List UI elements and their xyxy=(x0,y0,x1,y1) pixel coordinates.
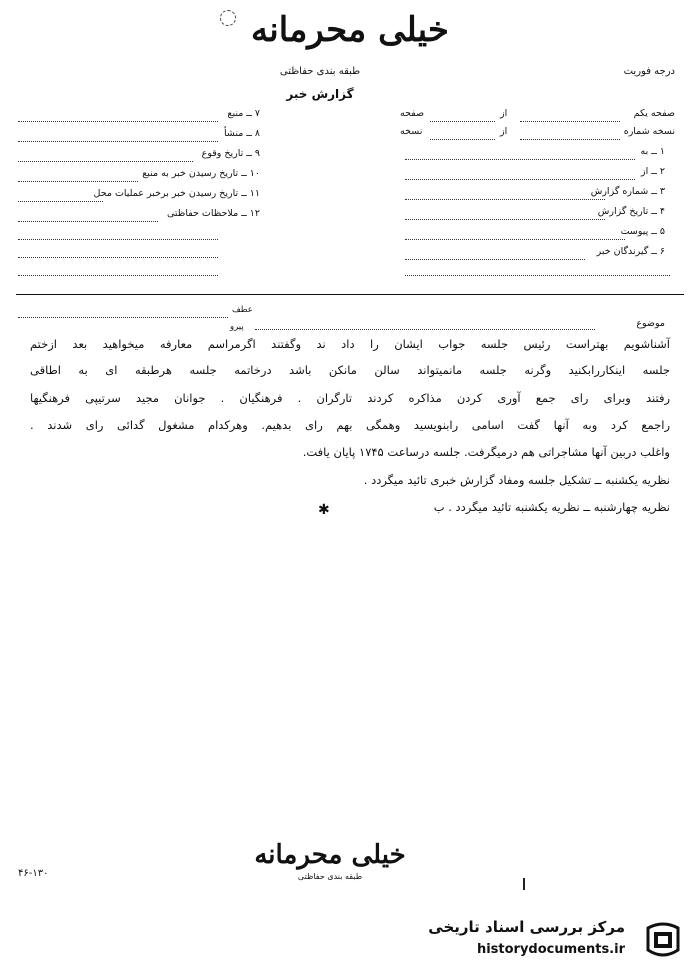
field-report-date: ۴ ــ تاریخ گزارش xyxy=(597,206,665,217)
footer-classification-stamp: خیلی محرمانه xyxy=(254,840,406,870)
field-notes-dots-1 xyxy=(18,238,218,240)
page-label: صفحه xyxy=(400,108,425,119)
page-one-label: صفحه یکم xyxy=(633,108,675,119)
body-line-2: جلسه اینکاررابکنید وگرنه جلسه مانمیتواند سالن مانکن باشد درخاتمه جلسه هرطبقه ای به اطاقی xyxy=(30,363,670,377)
header-divider xyxy=(16,294,684,295)
copy-dots xyxy=(520,138,620,140)
watermark-url: historydocuments.ir xyxy=(476,942,625,957)
field-recipients-dots xyxy=(405,258,585,260)
footer-classification-subtitle: طبقه بندی حفاظتی xyxy=(297,872,363,881)
priority-label: درجه فوریت xyxy=(623,66,675,77)
classification-subtitle: طبقه بندی حفاظتی xyxy=(279,66,361,77)
field-attachment: ۵ ــ پیوست xyxy=(620,226,665,237)
reference-atf-dots xyxy=(18,316,228,318)
body-line-4: راجمع کرد وبه آنها گفت اسامی رابنویسید وهمگی بهم رای بدهیم. وهرکدام مشغول گدائی رای شدند . xyxy=(30,418,670,432)
field-report-date-dots xyxy=(405,218,605,220)
body-line-6: نظریه یکشنبه ــ تشکیل جلسه ومفاد گزارش خبری تائید میگردد . xyxy=(363,473,670,487)
field-source-dots xyxy=(18,120,218,122)
asterisk-mark: ✱ xyxy=(318,502,330,518)
field-operations-receipt-date: ۱۱ ــ تاریخ رسیدن خبر برخبر عملیات محل xyxy=(93,188,260,199)
of2-label: از xyxy=(500,126,508,137)
subject-dots xyxy=(255,328,595,330)
field-security-notes: ۱۲ ــ ملاحظات حفاظتی xyxy=(166,208,260,219)
body-line-7: نظریه چهارشنبه ــ نظریه یکشنبه تائید میگردد . ب xyxy=(433,500,670,514)
field-report-number: ۳ ــ شماره گزارش xyxy=(590,186,665,197)
body-line-5: واغلب دربین آنها مشاجراتی هم درمیگرفت. جلسه درساعت ۱۷۴۵ پایان یافت. xyxy=(302,445,670,459)
watermark-logo-icon xyxy=(642,920,684,962)
field-origin-dots xyxy=(18,140,218,142)
field-origin: ۸ ــ منشأ xyxy=(223,128,260,139)
copy-label: نسخه xyxy=(400,126,423,137)
field-source-receipt-date: ۱۰ ــ تاریخ رسیدن خبر به منبع xyxy=(142,168,260,179)
field-notes-dots-2 xyxy=(18,256,218,258)
field-report-number-dots xyxy=(405,198,605,200)
page-dots xyxy=(520,120,620,122)
field-from: ۲ ــ از xyxy=(641,166,665,177)
field-source: ۷ ــ منبع xyxy=(227,108,260,119)
tick-mark xyxy=(523,878,525,890)
body-line-3: رفتند وبرای رای جمع آوری کردن مذاکره کردند تارگران . فرهنگیان . جوانان مجید سرتیپی فرهنگیها xyxy=(30,391,670,405)
of2-dots xyxy=(430,138,495,140)
field-occurrence-date: ۹ ــ تاریخ وقوع xyxy=(201,148,260,159)
of-label: از xyxy=(500,108,508,119)
field-to-dots xyxy=(405,158,635,160)
field-operations-receipt-date-dots xyxy=(18,200,103,202)
field-notes-dots-3 xyxy=(18,274,218,276)
reference-peyro-label: پیرو xyxy=(230,322,244,332)
field-occurrence-date-dots xyxy=(18,160,193,162)
report-title: گزارش خبر xyxy=(286,87,354,101)
field-from-dots xyxy=(405,178,635,180)
reference-atf-label: عطف xyxy=(232,305,253,315)
subject-label: موضوع xyxy=(636,318,665,329)
field-source-receipt-date-dots xyxy=(18,180,138,182)
field-attachment-dots xyxy=(405,238,625,240)
copy-number-label: نسخه شماره xyxy=(623,126,675,137)
document-number: ۴۶-۱۳۰ xyxy=(18,868,49,879)
body-line-1: آشناشویم بهتراست رئیس جلسه جواب ایشان را داد ند وگفتند اگرمراسم معارفه میخواهید بعد ازختم xyxy=(30,337,670,351)
of-dots xyxy=(430,120,495,122)
field-extra-dots xyxy=(405,274,670,276)
classification-title: خیلی محرمانه xyxy=(251,10,449,50)
field-to: ۱ ــ به xyxy=(640,146,665,157)
field-recipients: ۶ ــ گیرندگان خبر xyxy=(596,246,665,257)
seal-mark xyxy=(220,10,236,26)
field-security-notes-dots xyxy=(18,220,158,222)
watermark-text: مرکز بررسی اسناد تاریخی xyxy=(428,918,625,936)
